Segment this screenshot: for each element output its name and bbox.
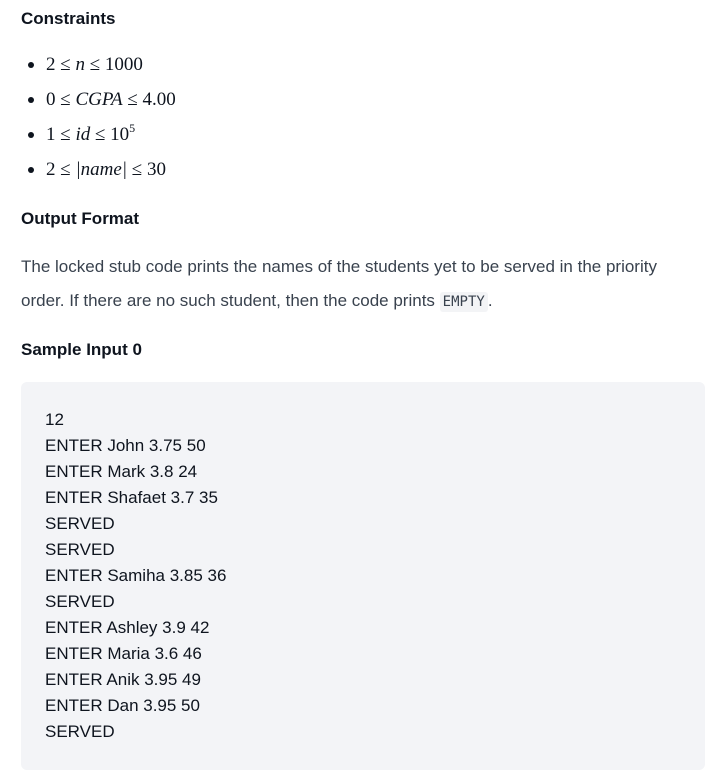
sample-input-lines bbox=[45, 407, 226, 745]
constraint-item: 1 ≤ id ≤ $10^5$ bbox=[21, 117, 176, 152]
code-line: ENTER Ashley 3.9 42 bbox=[45, 618, 210, 637]
code-line: ENTER Samiha 3.85 36 bbox=[45, 566, 227, 585]
inline-code: EMPTY bbox=[440, 292, 488, 312]
constraints-list bbox=[21, 47, 176, 187]
code-line: SERVED bbox=[45, 722, 115, 741]
sample-input-block[interactable] bbox=[21, 382, 705, 770]
sample-input-heading: Sample Input 0 bbox=[21, 340, 142, 359]
bullet-icon bbox=[28, 132, 34, 138]
code-line: ENTER Mark 3.8 24 bbox=[45, 462, 198, 481]
constraint-item: 0 ≤ CGPA ≤ 4.00 bbox=[21, 82, 176, 117]
bullet-icon bbox=[28, 97, 34, 103]
code-line: ENTER Maria 3.6 46 bbox=[45, 644, 202, 663]
bullet-icon bbox=[28, 62, 34, 68]
code-line: SERVED bbox=[45, 592, 115, 611]
code-line: ENTER Anik 3.95 49 bbox=[45, 670, 201, 689]
constraint-item: 2 ≤ |name| ≤ 30 bbox=[21, 152, 176, 187]
constraint-item: 2 ≤ n ≤ 1000 bbox=[21, 47, 176, 82]
code-line: ENTER Dan 3.95 50 bbox=[45, 696, 200, 715]
output-format-text: The locked stub code prints the names of the students yet to be served in the priority order. If there are no such student, then the code prints EMPTY . bbox=[21, 257, 657, 310]
output-format-heading: Output Format bbox=[21, 209, 140, 228]
code-line: ENTER Shafaet 3.7 35 bbox=[45, 488, 218, 507]
code-line: SERVED bbox=[45, 540, 115, 559]
code-line: SERVED bbox=[45, 514, 115, 533]
bullet-icon bbox=[28, 167, 34, 173]
code-line: 12 bbox=[45, 410, 64, 429]
code-line: ENTER John 3.75 50 bbox=[45, 436, 206, 455]
constraints-heading: Constraints bbox=[21, 9, 116, 28]
